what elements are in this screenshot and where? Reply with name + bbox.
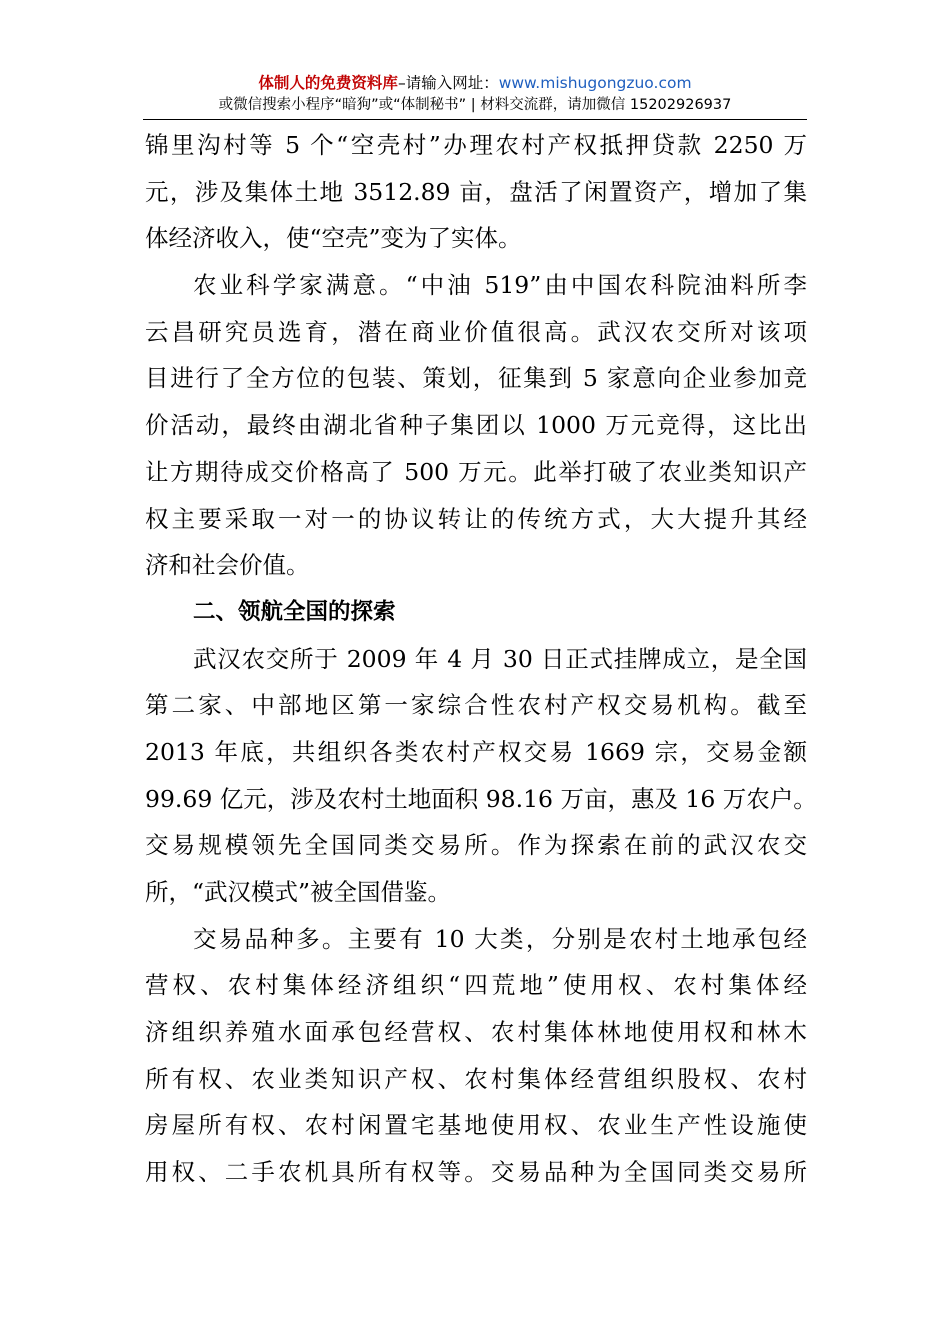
- header-divider: [143, 119, 807, 120]
- header-line-1: [143, 72, 807, 94]
- text-line: 99.69 亿元，涉及农村土地面积 98.16 万亩，惠及 16 万农户。: [145, 784, 817, 813]
- text-line: 体经济收入，使“空壳”变为了实体。: [145, 224, 522, 253]
- text-line: 武汉农交所于 2009 年 4 月 30 日正式挂牌成立，是全国: [193, 644, 807, 673]
- section-heading: 二、领航全国的探索: [193, 598, 396, 625]
- header-line-2: 或微信搜索小程序“暗狗”或“体制秘书” | 材料交流群，请加微信 15202926937: [218, 97, 732, 113]
- text-line: 交易规模领先全国同类交易所。作为探索在前的武汉农交: [145, 831, 807, 860]
- text-line: 权主要采取一对一的协议转让的传统方式，大大提升其经: [145, 504, 807, 533]
- page-header: [143, 72, 807, 116]
- text-line: 目进行了全方位的包装、策划，征集到 5 家意向企业参加竞: [145, 364, 807, 393]
- header-url-link[interactable]: www.mishugongzuo.com: [498, 74, 692, 92]
- text-line: 济组织养殖水面承包经营权、农村集体林地使用权和林木: [145, 1018, 807, 1047]
- text-line: 第二家、中部地区第一家综合性农村产权交易机构。截至: [145, 691, 807, 720]
- text-line: 2013 年底，共组织各类农村产权交易 1669 宗，交易金额: [145, 737, 807, 766]
- text-line: 营权、农村集体经济组织“四荒地”使用权、农村集体经: [145, 971, 807, 1000]
- text-line: 锦里沟村等 5 个“空壳村”办理农村产权抵押贷款 2250 万: [145, 131, 807, 159]
- text-line: 所，“武汉模式”被全国借鉴。: [145, 878, 452, 906]
- text-line: 济和社会价值。: [145, 551, 310, 580]
- text-line: 用权、二手农机具所有权等。交易品种为全国同类交易所: [145, 1158, 807, 1187]
- header-prompt: –请输入网址：: [397, 74, 499, 92]
- text-line: 所有权、农业类知识产权、农村集体经营组织股权、农村: [145, 1064, 807, 1093]
- text-line: 元，涉及集体土地 3512.89 亩，盘活了闲置资产，增加了集: [145, 177, 807, 206]
- text-line: 云昌研究员选育，潜在商业价值很高。武汉农交所对该项: [145, 317, 807, 346]
- header-brand: 体制人的免费资料库: [258, 74, 398, 92]
- text-line: 价活动，最终由湖北省种子集团以 1000 万元竞得，这比出: [145, 411, 807, 440]
- text-line: 交易品种多。主要有 10 大类，分别是农村土地承包经: [193, 924, 807, 953]
- text-line: 房屋所有权、农村闲置宅基地使用权、农业生产性设施使: [145, 1111, 807, 1140]
- document-body: [145, 122, 817, 1196]
- text-line: 农业科学家满意。“中油 519”由中国农科院油料所李: [193, 271, 807, 300]
- text-line: 让方期待成交价格高了 500 万元。此举打破了农业类知识产: [145, 457, 807, 486]
